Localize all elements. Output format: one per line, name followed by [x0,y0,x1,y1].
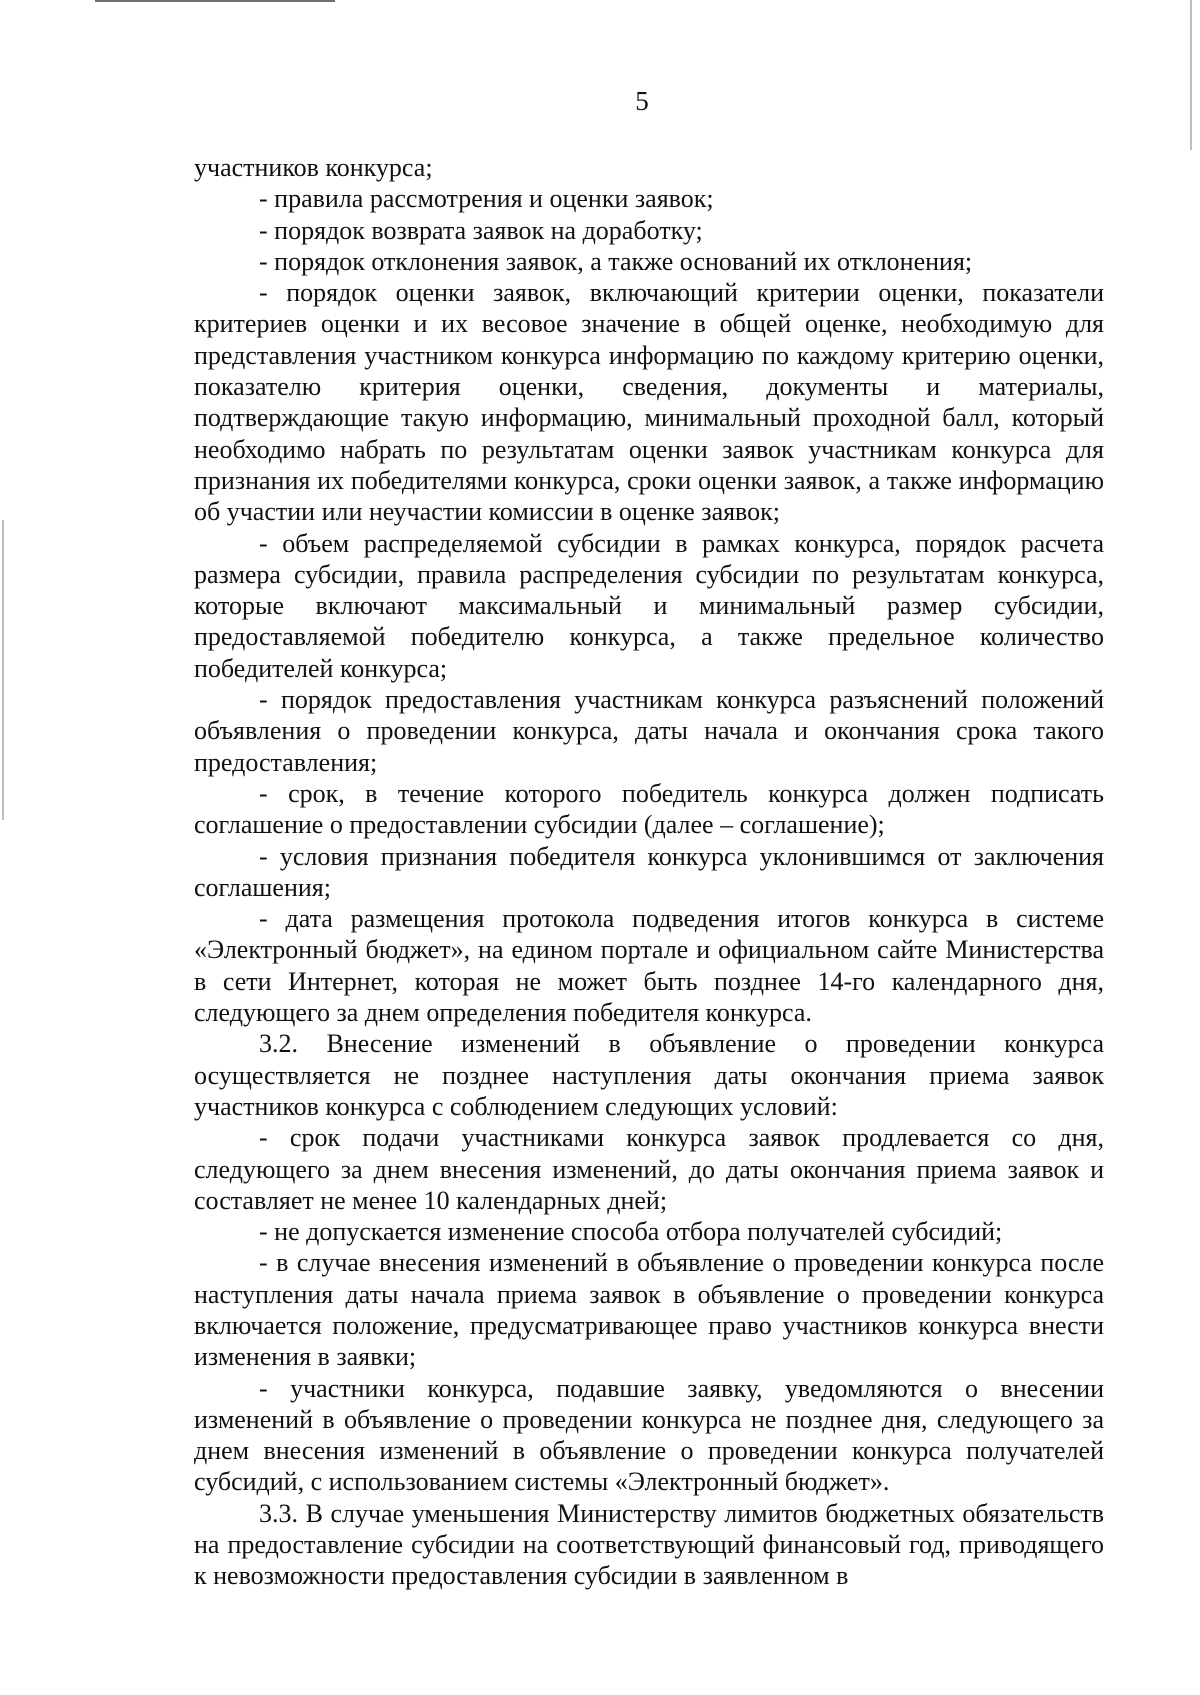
list-item: - порядок отклонения заявок, а также оснований их отклонения; [259,246,973,276]
scan-artifact-line [95,0,335,2]
list-item: - правила рассмотрения и оценки заявок; [259,184,714,214]
scan-artifact-edge [1190,0,1192,150]
section-paragraph: 3.2. Внесение изменений в объявление о проведении конкурса осуществляется не позднее наступления даты окончания приема заявок участников конкурса с соблюдением следующих условий: [194,1029,1104,1121]
list-item: - в случае внесения изменений в объявление о проведении конкурса после наступления даты начала приема заявок в объявление о проведении конкурса включается положение, предусматривающее право участников конкурса внести изменения в заявки; [194,1248,1104,1372]
list-item: - порядок предоставления участникам конкурса разъяснений положений объявления о проведении конкурса, даты начала и окончания срока такого предоставления; [194,685,1104,777]
list-item: - дата размещения протокола подведения итогов конкурса в системе «Электронный бюджет», на едином портале и официальном сайте Министерства в сети Интернет, которая не может быть позднее 14-го календарного дня, следующего за днем определения победителя конкурса. [194,904,1104,1028]
list-item: - участники конкурса, подавшие заявку, уведомляются о внесении изменений в объявление о проведении конкурса не позднее дня, следующего за днем внесения изменений в объявление о проведении конкурса получателей субсидий, с использованием системы «Электронный бюджет». [194,1373,1104,1497]
page-number: 5 [635,86,649,116]
list-item: - срок, в течение которого победитель конкурса должен подписать соглашение о предоставлении субсидии (далее – соглашение); [194,778,1104,840]
list-item: - не допускается изменение способа отбора получателей субсидий; [259,1217,1003,1247]
list-item: - порядок возврата заявок на доработку; [259,215,703,245]
list-item: - срок подачи участниками конкурса заявок продлевается со дня, следующего за днем внесения изменений, до даты окончания приема заявок и составляет не менее 10 календарных дней; [194,1123,1104,1215]
list-item: - объем распределяемой субсидии в рамках конкурса, порядок расчета размера субсидии, правила распределения субсидии по результатам конкурса, которые включают максимальный и минимальный размер субсидии, предоставляемой победителю конкурса, а также предельное количество победителей конкурса; [194,528,1104,683]
section-paragraph: 3.3. В случае уменьшения Министерству лимитов бюджетных обязательств на предоставление субсидии на соответствующий финансовый год, приводящего к невозможности предоставления субсидии в заявленном в [194,1498,1104,1591]
document-body [194,152,1104,1592]
list-item: - порядок оценки заявок, включающий критерии оценки, показатели критериев оценки и их весовое значение в общей оценке, необходимую для представления участником конкурса информацию по каждому критерию оценки, показателю критерия оценки, сведения, документы и материалы, подтверждающие такую информацию, минимальный проходной балл, который необходимо набрать по результатам оценки заявок участникам конкурса для признания их победителями конкурса, сроки оценки заявок, а также информацию об участии или неучастии комиссии в оценке заявок; [194,278,1104,527]
paragraph: участников конкурса; [194,153,433,182]
scan-artifact-edge [2,520,4,820]
list-item: - условия признания победителя конкурса уклонившимся от заключения соглашения; [194,841,1104,902]
